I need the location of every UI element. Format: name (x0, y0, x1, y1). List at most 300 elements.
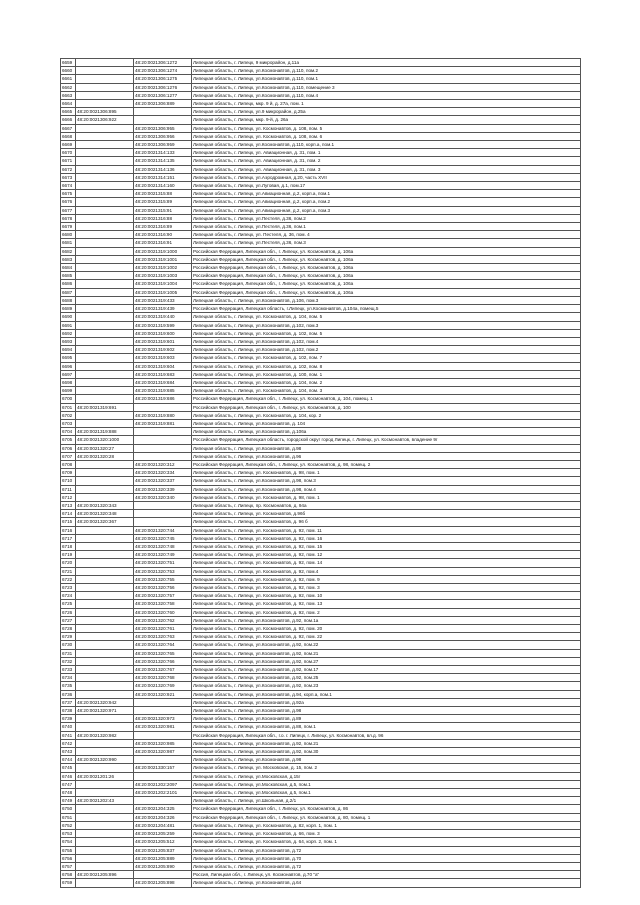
parcel-cadastral-number-cell (76, 846, 134, 854)
table-row (61, 600, 581, 608)
row-number-cell: 6687 (61, 288, 76, 296)
address-cell: Липецкая область, г. Липецк, ул.Космонавтов, д.89 (192, 715, 581, 723)
address-cell: Российская Федерация, Липецкая обл., г. Липецк, ул. Космонавтов, д. 104, помещ. 1 (192, 395, 581, 403)
object-cadastral-number-cell: 48:20:0021320:757 (134, 592, 192, 600)
row-number-cell: 6752 (61, 821, 76, 829)
row-number-cell: 6743 (61, 748, 76, 756)
address-cell: Липецкая область, г. Липецк, ул. Пестеля, д. 36, пом. 4 (192, 231, 581, 239)
parcel-cadastral-number-cell (76, 657, 134, 665)
object-cadastral-number-cell: 48:20:0021315:88 (134, 190, 192, 198)
row-number-cell: 6726 (61, 608, 76, 616)
row-number-cell: 6676 (61, 198, 76, 206)
table-row (61, 551, 581, 559)
address-cell: Липецкая область, г. Липецк, ул.Космонавтов, д.106а (192, 428, 581, 436)
row-number-cell: 6706 (61, 444, 76, 452)
object-cadastral-number-cell: 48:20:0021319:433 (134, 296, 192, 304)
parcel-cadastral-number-cell (76, 666, 134, 674)
registry-sheet (60, 58, 581, 888)
parcel-cadastral-number-cell (76, 83, 134, 91)
address-cell: Липецкая область, г. Липецк, ул. Космонавтов, д. 102, пом. 7 (192, 354, 581, 362)
address-cell: Липецкая область, г. Липецк, ул.Космонавтов, д.70 (192, 854, 581, 862)
address-cell: Липецкая область, г. Липецк, ул.Космонавтов, д.98, пом.4 (192, 485, 581, 493)
row-number-cell: 6753 (61, 830, 76, 838)
object-cadastral-number-cell (134, 452, 192, 460)
table-row (61, 157, 581, 165)
object-cadastral-number-cell (134, 797, 192, 805)
table-row (61, 633, 581, 641)
address-cell: Липецкая область, г. Липецк, ул.Космонавтов, д.110, корп.а, пом.1 (192, 141, 581, 149)
address-cell: Липецкая область, г. Липецк, ул.Космонавтов, д.72 (192, 862, 581, 870)
parcel-cadastral-number-cell (76, 288, 134, 296)
parcel-cadastral-number-cell (76, 559, 134, 567)
address-cell: Липецкая область, г. Липецк, ул. Космонавтов, д. 92, пом. 14 (192, 559, 581, 567)
row-number-cell: 6741 (61, 731, 76, 739)
parcel-cadastral-number-cell (76, 141, 134, 149)
object-cadastral-number-cell: 48:20:0021316:89 (134, 223, 192, 231)
object-cadastral-number-cell (134, 707, 192, 715)
address-cell: Липецкая область, г. Липецк, ул. Космонавтов, д. 92, пом. 16 (192, 534, 581, 542)
object-cadastral-number-cell: 48:20:0021320:973 (134, 715, 192, 723)
object-cadastral-number-cell: 48:20:0021320:758 (134, 600, 192, 608)
table-row (61, 329, 581, 337)
row-number-cell: 6680 (61, 231, 76, 239)
object-cadastral-number-cell: 48:20:0021319:601 (134, 337, 192, 345)
table-row (61, 813, 581, 821)
table-row (61, 682, 581, 690)
address-cell: Липецкая область, г. Липецк, ул. Космонавтов, д. 92, пом. 2 (192, 608, 581, 616)
address-cell: Липецкая область, г. Липецк, ул. Авиационная, д. 31, пом. 3 (192, 165, 581, 173)
address-cell: Липецкая область, г. Липецк, ул. Космонавтов, д. 66, пом. 3 (192, 830, 581, 838)
object-cadastral-number-cell: 48:20:0021319:881 (134, 419, 192, 427)
address-cell: Липецкая область, г. Липецк, ул.9 микрорайон, д.25а (192, 108, 581, 116)
table-row (61, 698, 581, 706)
object-cadastral-number-cell: 48:20:0021320:766 (134, 657, 192, 665)
address-cell: Российская Федерация, Липецкая область, городской округ город Липецк, г. Липецк, ул. Космонавтов, владение 9г (192, 436, 581, 444)
row-number-cell: 6710 (61, 477, 76, 485)
parcel-cadastral-number-cell (76, 214, 134, 222)
row-number-cell: 6755 (61, 846, 76, 854)
parcel-cadastral-number-cell: 48:20:0021320:990 (76, 756, 134, 764)
table-row (61, 337, 581, 345)
row-number-cell: 6731 (61, 649, 76, 657)
object-cadastral-number-cell: 48:20:0021320:339 (134, 485, 192, 493)
table-row (61, 641, 581, 649)
parcel-cadastral-number-cell (76, 100, 134, 108)
row-number-cell: 6662 (61, 83, 76, 91)
table-row (61, 108, 581, 116)
table-row (61, 501, 581, 509)
object-cadastral-number-cell: 48:20:0021315:89 (134, 198, 192, 206)
table-row (61, 378, 581, 386)
row-number-cell: 6724 (61, 592, 76, 600)
parcel-cadastral-number-cell (76, 723, 134, 731)
address-cell: Липецкая область, г. Липецк, ул. Космонавтов, д. 108, пом. 6 (192, 132, 581, 140)
parcel-cadastral-number-cell (76, 132, 134, 140)
row-number-cell: 6708 (61, 460, 76, 468)
row-number-cell: 6758 (61, 871, 76, 879)
table-row (61, 83, 581, 91)
parcel-cadastral-number-cell: 48:20:0021319:888 (76, 428, 134, 436)
address-cell: Липецкая область, г. Липецк, пр. Космонавтов, д. 94а (192, 501, 581, 509)
table-row (61, 485, 581, 493)
parcel-cadastral-number-cell (76, 600, 134, 608)
object-cadastral-number-cell: 48:20:0021205:889 (134, 854, 192, 862)
parcel-cadastral-number-cell (76, 715, 134, 723)
address-cell: Липецкая область, г. Липецк, ул. Московская, д. 15, пом. 2 (192, 764, 581, 772)
table-row (61, 313, 581, 321)
object-cadastral-number-cell: 48:20:0021319:600 (134, 329, 192, 337)
table-row (61, 838, 581, 846)
object-cadastral-number-cell: 48:20:0021319:604 (134, 362, 192, 370)
table-row (61, 387, 581, 395)
parcel-cadastral-number-cell (76, 625, 134, 633)
row-number-cell: 6756 (61, 854, 76, 862)
address-cell: Российская Федерация, Липецкая область, г.Липецк, ул.Космонавтов, д.104а, помещ.5 (192, 305, 581, 313)
address-cell: Липецкая область, г. Липецк, ул. Космонавтов, д. 82, корп. 1, пом. 1 (192, 821, 581, 829)
address-cell: Липецкая область, г. Липецк, ул.Космонавтов, д.110, пом.1 (192, 75, 581, 83)
parcel-cadastral-number-cell (76, 198, 134, 206)
object-cadastral-number-cell (134, 436, 192, 444)
object-cadastral-number-cell: 48:20:0021306:1274 (134, 67, 192, 75)
parcel-cadastral-number-cell (76, 616, 134, 624)
parcel-cadastral-number-cell: 48:20:0021320:343 (76, 501, 134, 509)
row-number-cell: 6727 (61, 616, 76, 624)
row-number-cell: 6663 (61, 91, 76, 99)
address-cell: Российская Федерация, Липецкая обл., г. Липецк, ул. Космонавтов, д. 106а (192, 288, 581, 296)
table-row (61, 657, 581, 665)
row-number-cell: 6675 (61, 190, 76, 198)
row-number-cell: 6691 (61, 321, 76, 329)
address-cell: Липецкая область, г. Липецк, ул.Космонавтов, д.110, пом.4 (192, 91, 581, 99)
parcel-cadastral-number-cell (76, 378, 134, 386)
object-cadastral-number-cell: 48:20:0021319:686 (134, 395, 192, 403)
parcel-cadastral-number-cell (76, 780, 134, 788)
row-number-cell: 6664 (61, 100, 76, 108)
object-cadastral-number-cell: 48:20:0021320:764 (134, 641, 192, 649)
row-number-cell: 6671 (61, 157, 76, 165)
table-row (61, 707, 581, 715)
row-number-cell: 6700 (61, 395, 76, 403)
row-number-cell: 6695 (61, 354, 76, 362)
table-row (61, 510, 581, 518)
row-number-cell: 6714 (61, 510, 76, 518)
address-cell: Липецкая область, г. Липецк, ул. Космонавтов, д. 104, пом. 5 (192, 313, 581, 321)
address-cell: Липецкая область, г. Липецк, ул.Космонавтов, д.110, помещение 3 (192, 83, 581, 91)
object-cadastral-number-cell: 48:20:0021320:767 (134, 666, 192, 674)
row-number-cell: 6737 (61, 698, 76, 706)
address-cell: Российская Федерация, Липецкая обл., г. Липецк, ул. Космонавтов, д. 106а (192, 255, 581, 263)
table-row (61, 780, 581, 788)
row-number-cell: 6692 (61, 329, 76, 337)
table-row (61, 460, 581, 468)
table-row (61, 690, 581, 698)
address-cell: Липецкая область, г. Липецк, ул. Космонавтов, д.96б (192, 510, 581, 518)
table-row (61, 616, 581, 624)
parcel-cadastral-number-cell (76, 551, 134, 559)
object-cadastral-number-cell: 48:20:0021319:1003 (134, 272, 192, 280)
object-cadastral-number-cell: 48:20:0021319:439 (134, 305, 192, 313)
address-cell: Российская Федерация, Липецкая обл., г.о. г. Липецк, г. Липецк, ул. Космонавтов, вл.д. 96 (192, 731, 581, 739)
table-row (61, 255, 581, 263)
row-number-cell: 6707 (61, 452, 76, 460)
object-cadastral-number-cell (134, 772, 192, 780)
row-number-cell: 6725 (61, 600, 76, 608)
parcel-cadastral-number-cell (76, 789, 134, 797)
parcel-cadastral-number-cell (76, 419, 134, 427)
table-row (61, 862, 581, 870)
parcel-cadastral-number-cell (76, 813, 134, 821)
object-cadastral-number-cell: 48:20:0021320:987 (134, 748, 192, 756)
address-cell: Липецкая область, г. Липецк, ул.Космонавтов, д.98 (192, 707, 581, 715)
table-row (61, 830, 581, 838)
object-cadastral-number-cell (134, 428, 192, 436)
table-row (61, 608, 581, 616)
table-row (61, 124, 581, 132)
address-cell: Липецкая область, г. Липецк, ул.Космонавтов, д.92, пом.22 (192, 641, 581, 649)
parcel-cadastral-number-cell: 48:20:0021320:982 (76, 731, 134, 739)
table-row (61, 67, 581, 75)
table-row (61, 666, 581, 674)
parcel-cadastral-number-cell (76, 608, 134, 616)
table-row (61, 493, 581, 501)
parcel-cadastral-number-cell (76, 354, 134, 362)
address-cell: Липецкая область, г. Липецк, ул. Космонавтов, д. 92, пом. 22 (192, 633, 581, 641)
object-cadastral-number-cell: 48:20:0021320:755 (134, 575, 192, 583)
parcel-cadastral-number-cell (76, 821, 134, 829)
parcel-cadastral-number-cell (76, 296, 134, 304)
object-cadastral-number-cell: 48:20:0021306:956 (134, 132, 192, 140)
address-cell: Липецкая область, г. Липецк, ул. Космонавтов, д. 96 б (192, 518, 581, 526)
address-cell: Липецкая область, г. Липецк, ул.Космонавтов, д.98 (192, 756, 581, 764)
row-number-cell: 6739 (61, 715, 76, 723)
row-number-cell: 6705 (61, 436, 76, 444)
row-number-cell: 6733 (61, 666, 76, 674)
row-number-cell: 6732 (61, 657, 76, 665)
parcel-cadastral-number-cell: 48:20:0021306:895 (76, 108, 134, 116)
object-cadastral-number-cell: 48:20:0021319:440 (134, 313, 192, 321)
table-row (61, 321, 581, 329)
address-cell: Липецкая область, г. Липецк, ул.Космонавтов, д. 104 (192, 419, 581, 427)
table-row (61, 190, 581, 198)
object-cadastral-number-cell: 48:20:0021314:151 (134, 173, 192, 181)
address-cell: Липецкая область, г. Липецк, ул.Космонавтов, д.98 (192, 444, 581, 452)
row-number-cell: 6672 (61, 165, 76, 173)
row-number-cell: 6744 (61, 756, 76, 764)
address-cell: Липецкая область, г. Липецк, ул.Космонавтов, д.92, пом.1а (192, 616, 581, 624)
parcel-cadastral-number-cell (76, 67, 134, 75)
parcel-cadastral-number-cell (76, 91, 134, 99)
table-row (61, 182, 581, 190)
parcel-cadastral-number-cell: 48:20:0021320:367 (76, 518, 134, 526)
address-cell: Липецкая область, г. Липецк, ул.Космонавтов, д.110, пом.2 (192, 67, 581, 75)
row-number-cell: 6673 (61, 173, 76, 181)
parcel-cadastral-number-cell (76, 370, 134, 378)
object-cadastral-number-cell: 48:20:0021316:91 (134, 239, 192, 247)
object-cadastral-number-cell: 48:20:0021306:1275 (134, 75, 192, 83)
parcel-cadastral-number-cell (76, 854, 134, 862)
address-cell: Липецкая область, г. Липецк, ул. Космонавтов, д. 92, пом.4 (192, 567, 581, 575)
address-cell: Липецкая область, г. Липецк, ул.Космонавтов, д.106, пом.3 (192, 296, 581, 304)
object-cadastral-number-cell: 48:20:0021319:1005 (134, 288, 192, 296)
parcel-cadastral-number-cell (76, 592, 134, 600)
parcel-cadastral-number-cell (76, 165, 134, 173)
address-cell: Российская Федерация, Липецкая обл., г. Липецк, ул. Космонавтов, д. 98, помещ. 2 (192, 460, 581, 468)
parcel-cadastral-number-cell (76, 633, 134, 641)
object-cadastral-number-cell: 48:20:0021314:160 (134, 182, 192, 190)
address-cell: Липецкая область, г. Липецк, ул. Космонавтов, д. 104, кор. 2 (192, 411, 581, 419)
table-row (61, 231, 581, 239)
object-cadastral-number-cell: 48:20:0021315:91 (134, 206, 192, 214)
object-cadastral-number-cell: 48:20:0021202:2097 (134, 780, 192, 788)
address-cell: Липецкая область, г. Липецк, ул.Космонавтов, д.88, пом.1 (192, 723, 581, 731)
object-cadastral-number-cell (134, 116, 192, 124)
row-number-cell: 6668 (61, 132, 76, 140)
row-number-cell: 6720 (61, 559, 76, 567)
object-cadastral-number-cell: 48:20:0021319:685 (134, 387, 192, 395)
table-row (61, 477, 581, 485)
row-number-cell: 6734 (61, 674, 76, 682)
object-cadastral-number-cell (134, 518, 192, 526)
table-row (61, 469, 581, 477)
object-cadastral-number-cell: 48:20:0021319:683 (134, 370, 192, 378)
object-cadastral-number-cell (134, 403, 192, 411)
row-number-cell: 6746 (61, 772, 76, 780)
object-cadastral-number-cell: 48:20:0021314:136 (134, 165, 192, 173)
row-number-cell: 6674 (61, 182, 76, 190)
table-row (61, 584, 581, 592)
row-number-cell: 6719 (61, 551, 76, 559)
address-cell: Липецкая область, г. Липецк, ул. Авиационная, д. 31, пом. 2 (192, 157, 581, 165)
address-cell: Липецкая область, г. Липецк, ул.Космонавтов, д.72 (192, 846, 581, 854)
row-number-cell: 6757 (61, 862, 76, 870)
row-number-cell: 6693 (61, 337, 76, 345)
table-row (61, 674, 581, 682)
table-row (61, 116, 581, 124)
table-row (61, 805, 581, 813)
parcel-cadastral-number-cell (76, 190, 134, 198)
row-number-cell: 6709 (61, 469, 76, 477)
row-number-cell: 6670 (61, 149, 76, 157)
row-number-cell: 6729 (61, 633, 76, 641)
address-cell: Липецкая область, г. Липецк, ул. Космонавтов, д. 100, пом. 1 (192, 370, 581, 378)
address-cell: Липецкая область, г. Липецк, ул. Космонавтов, д. 92, пом. 20 (192, 625, 581, 633)
row-number-cell: 6689 (61, 305, 76, 313)
parcel-cadastral-number-cell (76, 59, 134, 67)
table-row (61, 264, 581, 272)
address-cell: Российская Федерация, Липецкая обл., г. Липецк, ул. Космонавтов, д. 80, помещ. 1 (192, 813, 581, 821)
address-cell: Липецкая область, г. Липецк, ул. Космонавтов, д. 92, пом. 10 (192, 592, 581, 600)
table-row (61, 403, 581, 411)
table-row (61, 559, 581, 567)
parcel-cadastral-number-cell (76, 649, 134, 657)
address-cell: Липецкая область, г. Липецк, ул.Авиационная, д.2, корп.а, пом.2 (192, 198, 581, 206)
object-cadastral-number-cell: 48:20:0021204:325 (134, 805, 192, 813)
parcel-cadastral-number-cell (76, 280, 134, 288)
row-number-cell: 6717 (61, 534, 76, 542)
table-row (61, 100, 581, 108)
parcel-cadastral-number-cell (76, 247, 134, 255)
row-number-cell: 6749 (61, 797, 76, 805)
table-row (61, 592, 581, 600)
address-cell: Липецкая область, г. Липецк, ул. Космонавтов, д. 92, пом. 3 (192, 584, 581, 592)
table-row (61, 239, 581, 247)
address-cell: Липецкая область, г. Липецк, ул. Космонавтов, д. 104, пом. 3 (192, 387, 581, 395)
address-cell: Липецкая область, г. Липецк, ул.Космонавтов, д.102, пом.3 (192, 321, 581, 329)
address-cell: Липецкая область, г. Липецк, ул.Космонавтов, д.92, пом.21 (192, 649, 581, 657)
address-cell: Липецкая область, г. Липецк, ул.Космонавтов, д.102, пом.2 (192, 346, 581, 354)
object-cadastral-number-cell: 48:20:0021205:259 (134, 830, 192, 838)
row-number-cell: 6677 (61, 206, 76, 214)
row-number-cell: 6703 (61, 419, 76, 427)
parcel-cadastral-number-cell (76, 329, 134, 337)
parcel-cadastral-number-cell (76, 255, 134, 263)
object-cadastral-number-cell: 48:20:0021320:334 (134, 469, 192, 477)
parcel-cadastral-number-cell (76, 485, 134, 493)
row-number-cell: 6694 (61, 346, 76, 354)
object-cadastral-number-cell (134, 698, 192, 706)
address-cell: Российская Федерация, Липецкая обл., г. Липецк, ул. Космонавтов, д. 106а (192, 272, 581, 280)
object-cadastral-number-cell: 48:20:0021306:955 (134, 124, 192, 132)
parcel-cadastral-number-cell (76, 690, 134, 698)
parcel-cadastral-number-cell (76, 542, 134, 550)
parcel-cadastral-number-cell (76, 272, 134, 280)
parcel-cadastral-number-cell (76, 534, 134, 542)
address-cell: Липецкая область, г. Липецк, ул.Московская, д.5, пом.1 (192, 789, 581, 797)
table-row (61, 534, 581, 542)
address-cell: Липецкая область, г. Липецк, ул.Аэродромная, д.20, часть XVII (192, 173, 581, 181)
parcel-cadastral-number-cell (76, 469, 134, 477)
row-number-cell: 6736 (61, 690, 76, 698)
row-number-cell: 6685 (61, 272, 76, 280)
row-number-cell: 6730 (61, 641, 76, 649)
row-number-cell: 6698 (61, 378, 76, 386)
table-row (61, 214, 581, 222)
row-number-cell: 6713 (61, 501, 76, 509)
row-number-cell: 6688 (61, 296, 76, 304)
address-cell: Липецкая область, г. Липецк, ул. Космонавтов, д. 98, пом. 1 (192, 469, 581, 477)
parcel-cadastral-number-cell (76, 567, 134, 575)
object-cadastral-number-cell: 48:20:0021314:133 (134, 149, 192, 157)
parcel-cadastral-number-cell (76, 362, 134, 370)
object-cadastral-number-cell (134, 108, 192, 116)
object-cadastral-number-cell: 48:20:0021319:1004 (134, 280, 192, 288)
row-number-cell: 6661 (61, 75, 76, 83)
table-row (61, 280, 581, 288)
object-cadastral-number-cell: 48:20:0021320:981 (134, 723, 192, 731)
address-cell: Липецкая область, г. Липецк, ул.Школьная, д.2/1 (192, 797, 581, 805)
object-cadastral-number-cell: 48:20:0021205:837 (134, 846, 192, 854)
row-number-cell: 6716 (61, 526, 76, 534)
parcel-cadastral-number-cell: 48:20:0021320:971 (76, 707, 134, 715)
table-row (61, 223, 581, 231)
object-cadastral-number-cell: 48:20:0021202:2101 (134, 789, 192, 797)
parcel-cadastral-number-cell (76, 231, 134, 239)
address-cell: Российская Федерация, Липецкая обл., г. Липецк, ул. Космонавтов, д. 106а (192, 247, 581, 255)
table-row (61, 346, 581, 354)
address-cell: Липецкая область, г. Липецк, ул.Московская, д.15г (192, 772, 581, 780)
address-cell: Липецкая область, г. Липецк, ул.Авиационная, д.2, корп.а, пом.1 (192, 190, 581, 198)
parcel-cadastral-number-cell (76, 575, 134, 583)
object-cadastral-number-cell: 48:20:0021306:959 (134, 141, 192, 149)
row-number-cell: 6718 (61, 542, 76, 550)
row-number-cell: 6697 (61, 370, 76, 378)
row-number-cell: 6715 (61, 518, 76, 526)
parcel-cadastral-number-cell (76, 682, 134, 690)
row-number-cell: 6690 (61, 313, 76, 321)
object-cadastral-number-cell: 48:20:0021314:135 (134, 157, 192, 165)
object-cadastral-number-cell: 48:20:0021320:760 (134, 608, 192, 616)
parcel-cadastral-number-cell (76, 674, 134, 682)
